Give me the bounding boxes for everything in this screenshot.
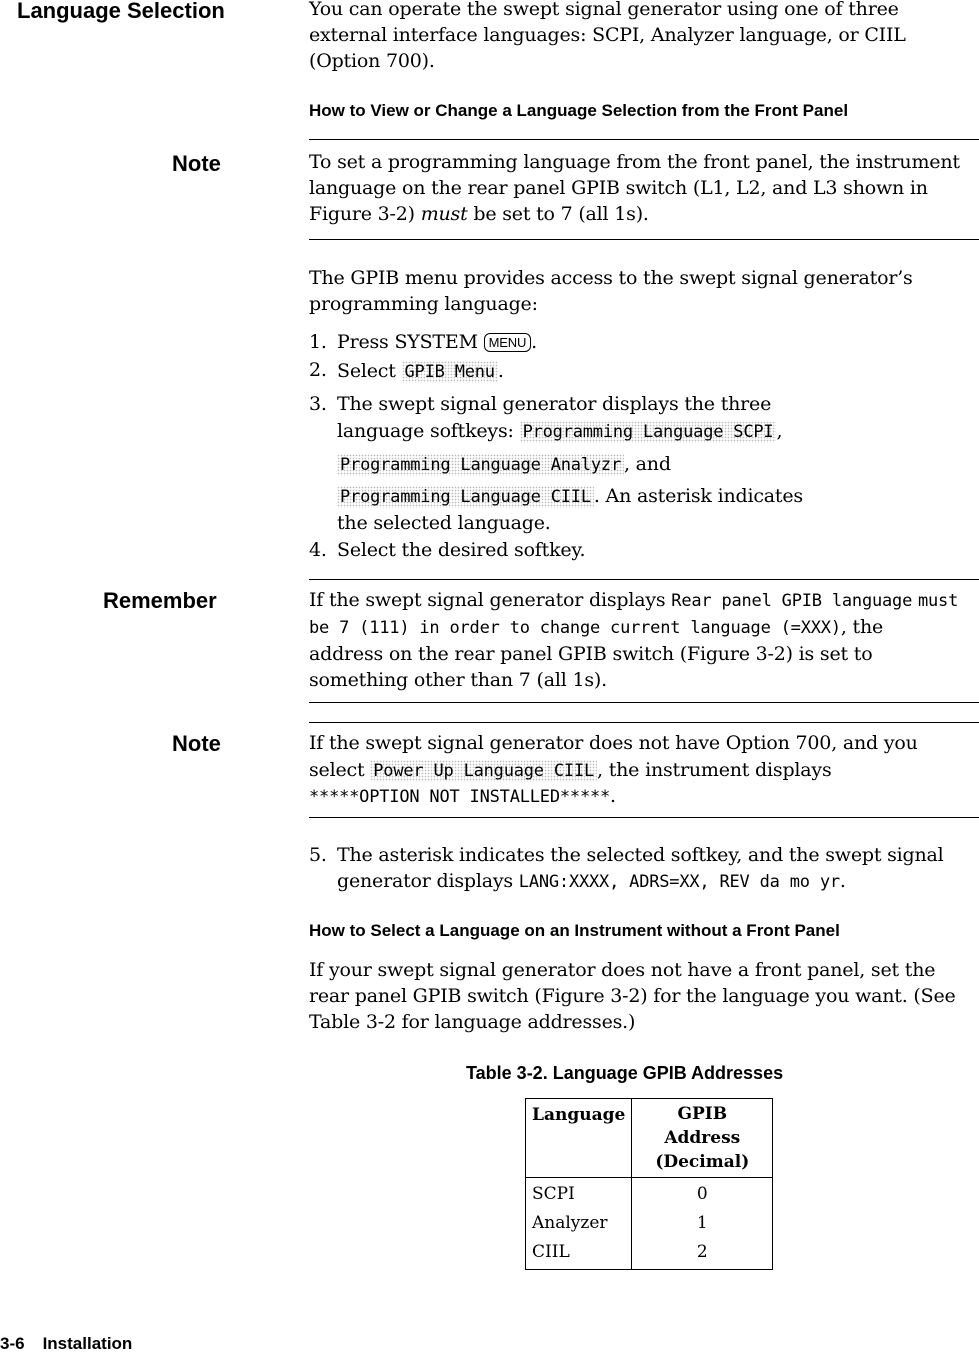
divider-remember-top [309, 579, 979, 580]
intro-paragraph: You can operate the swept signal generator using one of three external interface languages: SCPI, Analyzer language, or CIIL (Option 700). [309, 0, 906, 72]
option-not-installed-message: *****OPTION NOT INSTALLED***** [309, 787, 611, 807]
table-caption: Table 3-2. Language GPIB Addresses [466, 1063, 784, 1083]
page-number: 3-6 [0, 1334, 25, 1353]
programming-language-scpi-softkey[interactable]: Programming Language SCPI [520, 421, 777, 443]
section-heading-language-selection: Language Selection [17, 0, 225, 23]
note2-line-3: *****OPTION NOT INSTALLED*****. [309, 785, 616, 807]
step-3-number: 3. [309, 393, 327, 415]
remember-message-1: Rear panel GPIB language [671, 591, 913, 611]
divider-note1-top [309, 139, 979, 140]
lang-status-message: LANG:XXXX, ADRS=XX, REV da mo yr [518, 872, 840, 892]
note-text: To set a programming language from the front panel, the instrument language on the rear panel GPIB switch (L1, L2, and L3 shown in Figure 3-2) must be set to 7 (all 1s). [309, 151, 960, 225]
step-3-line-5: the selected language. [337, 512, 551, 534]
menu-key[interactable]: MENU [484, 333, 531, 352]
table-cell-language: CIIL [526, 1238, 632, 1270]
step-5-line-2: generator displays LANG:XXXX, ADRS=XX, REV da mo yr. [337, 870, 846, 892]
gpib-address-table [525, 1098, 773, 1270]
step-2-number: 2. [309, 359, 327, 381]
table-cell-address: 0 [696, 1184, 708, 1204]
step-3-line-1: The swept signal generator displays the three [337, 393, 772, 415]
table-header-language: Language [526, 1099, 632, 1178]
remember-text: If the swept signal generator displays Rear panel GPIB language must be 7 (111) in order to change current language (=XXX), the address on the rear panel GPIB switch (Figure 3-2) is set to something other than 7 (all 1s). [309, 589, 959, 691]
step-3-line-3: Programming Language Analyzr , and [337, 451, 671, 478]
power-up-language-ciil-softkey[interactable]: Power Up Language CIIL [370, 760, 597, 782]
step-4: Select the desired softkey. [337, 539, 586, 561]
note-label: Note [172, 151, 221, 176]
table-row [526, 1178, 773, 1210]
note2-line-2: select Power Up Language CIIL , the instrument displays [309, 759, 832, 781]
table-cell-language: SCPI [526, 1178, 632, 1210]
table-cell-language: Analyzer [526, 1209, 632, 1238]
divider-note2-top [309, 722, 979, 723]
gpib-menu-softkey[interactable]: GPIB Menu [402, 361, 498, 383]
step-1: Press SYSTEM MENU . [337, 331, 537, 353]
table-row [526, 1209, 773, 1238]
programming-language-ciil-softkey[interactable]: Programming Language CIIL [337, 486, 594, 508]
table-cell-address: 1 [696, 1213, 708, 1233]
footer-section: Installation [42, 1334, 133, 1353]
note2-line-1: If the swept signal generator does not have Option 700, and you [309, 732, 918, 754]
step-1-number: 1. [309, 331, 327, 353]
table-header-gpib-address: GPIB Address (Decimal) [655, 1104, 750, 1172]
step-3-line-4: Programming Language CIIL . An asterisk indicates [337, 483, 803, 510]
step-4-number: 4. [309, 539, 327, 561]
table-row [526, 1238, 773, 1270]
step-2: Select GPIB Menu . [337, 360, 504, 382]
divider-note1-bottom [309, 239, 979, 240]
step-5-number: 5. [309, 844, 327, 866]
no-front-panel-paragraph: If your swept signal generator does not have a front panel, set the rear panel GPIB switch (Figure 3-2) for the language you want. (See Table 3-2 for language addresses.) [309, 959, 956, 1033]
programming-language-analyzr-softkey[interactable]: Programming Language Analyzr [337, 454, 624, 476]
subheading-front-panel: How to View or Change a Language Selection from the Front Panel [309, 101, 849, 120]
subheading-no-front-panel: How to Select a Language on an Instrument without a Front Panel [309, 921, 840, 940]
table-cell-address: 2 [696, 1242, 708, 1262]
remember-label: Remember [103, 588, 217, 613]
remember-message-2: must be 7 (111) in order to change current language (=XXX) [309, 591, 959, 638]
step-3-line-2: language softkeys: Programming Language SCPI , [337, 420, 783, 442]
page-footer [0, 1334, 132, 1354]
divider-remember-bottom [309, 702, 979, 703]
note-emphasis: must [420, 203, 468, 225]
divider-note2-bottom [309, 817, 979, 818]
note2-label: Note [172, 731, 221, 756]
gpib-intro: The GPIB menu provides access to the swept signal generator’s programming language: [309, 267, 913, 315]
step-5-line-1: The asterisk indicates the selected softkey, and the swept signal [337, 844, 944, 866]
